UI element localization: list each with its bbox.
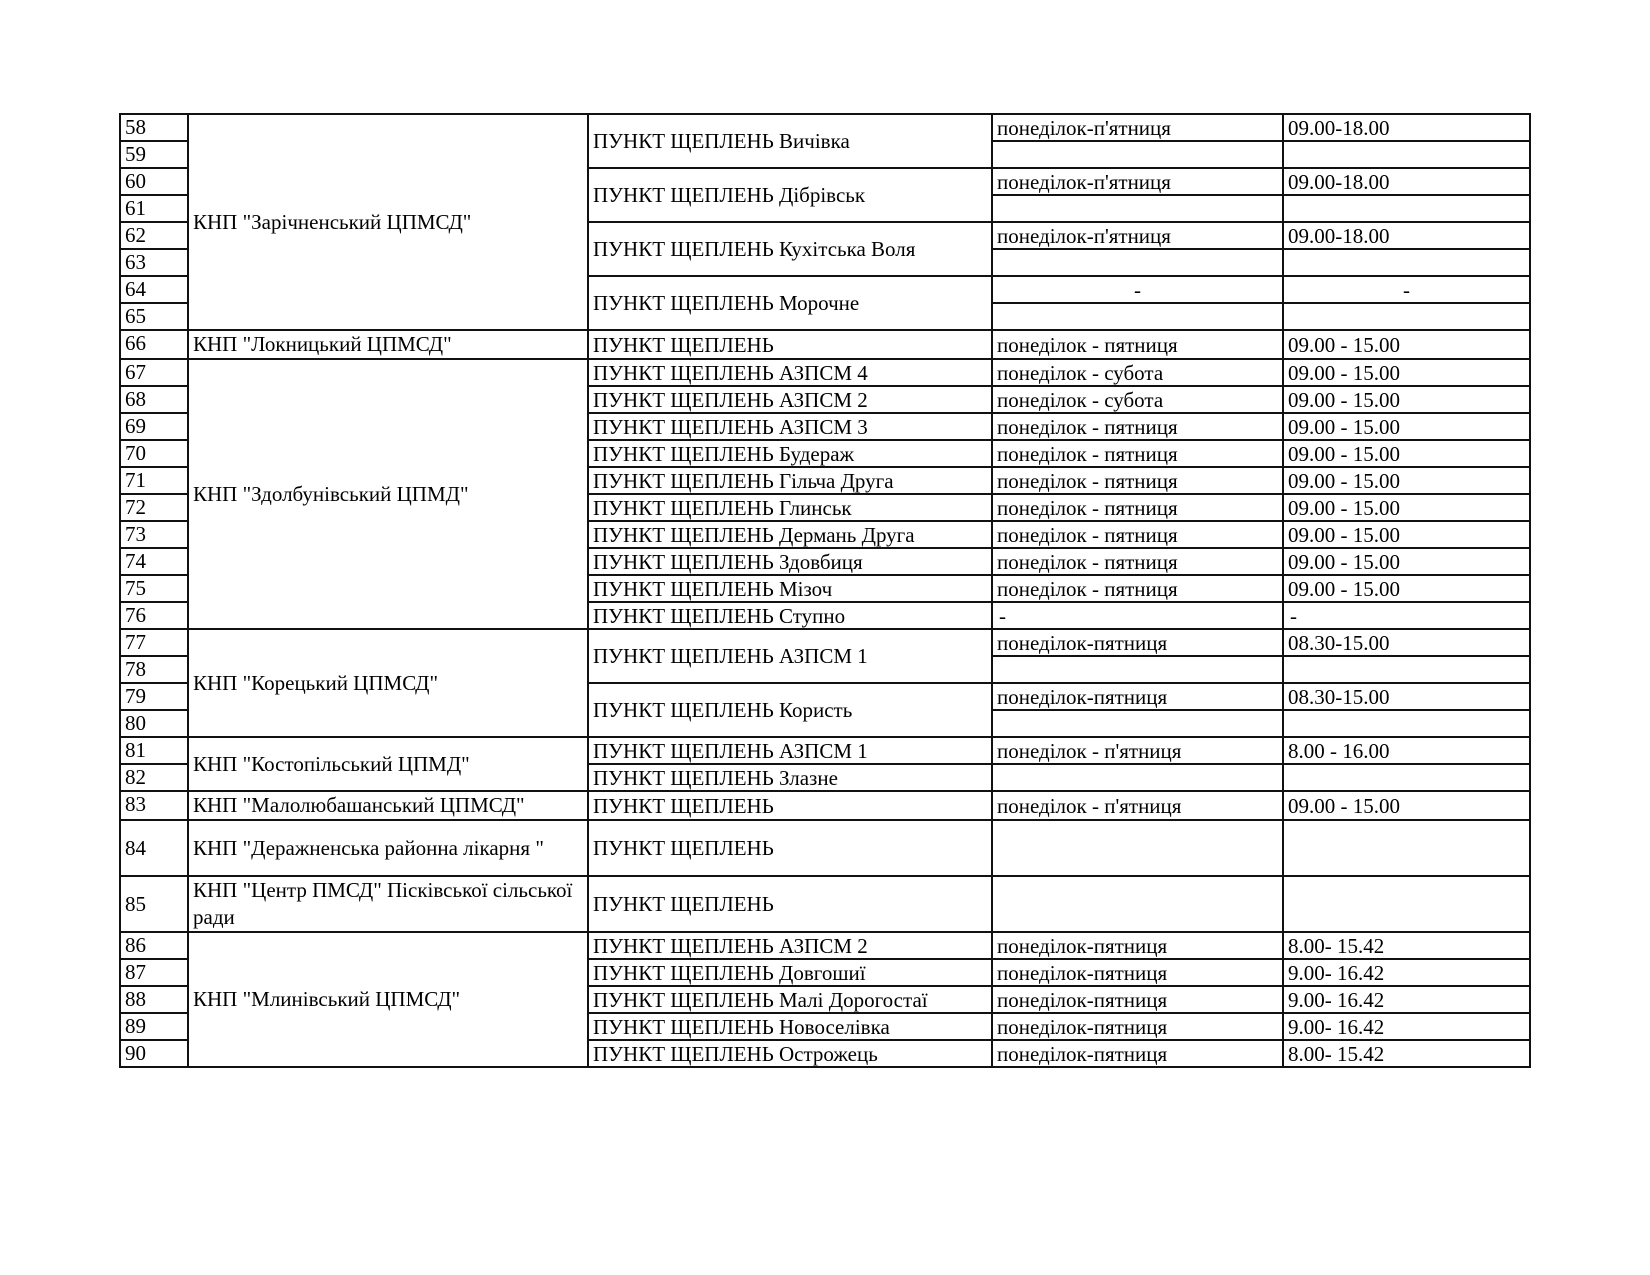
- vaccination-point-cell: ПУНКТ ЩЕПЛЕНЬ Будераж: [588, 440, 992, 467]
- table-body: [120, 114, 1530, 1067]
- row-number-cell: 66: [120, 330, 188, 359]
- row-number-cell: 72: [120, 494, 188, 521]
- vaccination-points-table: [119, 113, 1531, 1068]
- working-hours-cell: [1283, 876, 1530, 932]
- vaccination-point-cell: ПУНКТ ЩЕПЛЕНЬ Новоселівка: [588, 1013, 992, 1040]
- vaccination-point-cell: ПУНКТ ЩЕПЛЕНЬ: [588, 876, 992, 932]
- working-hours-cell: -: [1283, 276, 1530, 303]
- working-hours-cell: 09.00-18.00: [1283, 114, 1530, 141]
- working-days-cell: понеділок-п'ятниця: [992, 114, 1283, 141]
- working-hours-cell: 09.00 - 15.00: [1283, 359, 1530, 386]
- working-days-cell: понеділок - субота: [992, 386, 1283, 413]
- row-number-cell: 81: [120, 737, 188, 764]
- row-number-cell: 58: [120, 114, 188, 141]
- working-hours-cell: 09.00 - 15.00: [1283, 467, 1530, 494]
- working-hours-cell: 09.00 - 15.00: [1283, 791, 1530, 820]
- working-hours-cell: [1283, 764, 1530, 791]
- table-row: [120, 820, 1530, 876]
- row-number-cell: 82: [120, 764, 188, 791]
- working-days-cell: [992, 195, 1283, 222]
- working-hours-cell: [1283, 141, 1530, 168]
- row-number-cell: 61: [120, 195, 188, 222]
- working-hours-cell: 08.30-15.00: [1283, 683, 1530, 710]
- row-number-cell: 76: [120, 602, 188, 629]
- table-row: [120, 330, 1530, 359]
- vaccination-point-cell: ПУНКТ ЩЕПЛЕНЬ Морочне: [588, 276, 992, 330]
- vaccination-point-cell: ПУНКТ ЩЕПЛЕНЬ Здовбиця: [588, 548, 992, 575]
- working-days-cell: понеділок-пятниця: [992, 932, 1283, 959]
- vaccination-point-cell: ПУНКТ ЩЕПЛЕНЬ АЗПСМ 4: [588, 359, 992, 386]
- working-days-cell: [992, 303, 1283, 330]
- row-number-cell: 74: [120, 548, 188, 575]
- working-hours-cell: 09.00 - 15.00: [1283, 494, 1530, 521]
- working-days-cell: [992, 876, 1283, 932]
- table-row: [120, 932, 1530, 959]
- working-days-cell: понеділок - пятниця: [992, 330, 1283, 359]
- working-hours-cell: 09.00 - 15.00: [1283, 548, 1530, 575]
- row-number-cell: 90: [120, 1040, 188, 1067]
- working-hours-cell: 8.00- 15.42: [1283, 932, 1530, 959]
- vaccination-point-cell: ПУНКТ ЩЕПЛЕНЬ АЗПСМ 2: [588, 932, 992, 959]
- working-hours-cell: 09.00-18.00: [1283, 168, 1530, 195]
- working-hours-cell: [1283, 249, 1530, 276]
- row-number-cell: 89: [120, 1013, 188, 1040]
- working-days-cell: понеділок - п'ятниця: [992, 737, 1283, 764]
- working-days-cell: понеділок-п'ятниця: [992, 168, 1283, 195]
- row-number-cell: 80: [120, 710, 188, 737]
- row-number-cell: 85: [120, 876, 188, 932]
- row-number-cell: 73: [120, 521, 188, 548]
- row-number-cell: 59: [120, 141, 188, 168]
- working-hours-cell: [1283, 303, 1530, 330]
- organization-cell: КНП "Здолбунівський ЦПМД": [188, 359, 588, 629]
- working-hours-cell: 8.00- 15.42: [1283, 1040, 1530, 1067]
- vaccination-point-cell: ПУНКТ ЩЕПЛЕНЬ Гільча Друга: [588, 467, 992, 494]
- working-days-cell: понеділок-п'ятниця: [992, 222, 1283, 249]
- working-days-cell: понеділок-пятниця: [992, 1040, 1283, 1067]
- working-hours-cell: [1283, 656, 1530, 683]
- row-number-cell: 86: [120, 932, 188, 959]
- organization-cell: КНП "Локницький ЦПМСД": [188, 330, 588, 359]
- working-days-cell: понеділок - пятниця: [992, 548, 1283, 575]
- organization-cell: КНП "Центр ПМСД" Пісківської сільської ради: [188, 876, 588, 932]
- table-row: [120, 114, 1530, 141]
- organization-cell: КНП "Зарічненський ЦПМСД": [188, 114, 588, 330]
- vaccination-point-cell: ПУНКТ ЩЕПЛЕНЬ Дібрівськ: [588, 168, 992, 222]
- row-number-cell: 75: [120, 575, 188, 602]
- working-hours-cell: [1283, 710, 1530, 737]
- working-days-cell: понеділок - пятниця: [992, 575, 1283, 602]
- working-days-cell: понеділок - пятниця: [992, 467, 1283, 494]
- working-days-cell: [992, 249, 1283, 276]
- vaccination-point-cell: ПУНКТ ЩЕПЛЕНЬ Дермань Друга: [588, 521, 992, 548]
- vaccination-point-cell: ПУНКТ ЩЕПЛЕНЬ АЗПСМ 3: [588, 413, 992, 440]
- vaccination-point-cell: ПУНКТ ЩЕПЛЕНЬ АЗПСМ 1: [588, 629, 992, 683]
- vaccination-point-cell: ПУНКТ ЩЕПЛЕНЬ АЗПСМ 2: [588, 386, 992, 413]
- row-number-cell: 70: [120, 440, 188, 467]
- working-days-cell: понеділок - пятниця: [992, 413, 1283, 440]
- working-days-cell: понеділок - субота: [992, 359, 1283, 386]
- working-days-cell: понеділок-пятниця: [992, 1013, 1283, 1040]
- working-days-cell: [992, 141, 1283, 168]
- working-hours-cell: 08.30-15.00: [1283, 629, 1530, 656]
- working-days-cell: понеділок - п'ятниця: [992, 791, 1283, 820]
- vaccination-point-cell: ПУНКТ ЩЕПЛЕНЬ Малі Дорогостаї: [588, 986, 992, 1013]
- vaccination-point-cell: ПУНКТ ЩЕПЛЕНЬ Користь: [588, 683, 992, 737]
- vaccination-point-cell: ПУНКТ ЩЕПЛЕНЬ Злазне: [588, 764, 992, 791]
- working-days-cell: понеділок - пятниця: [992, 521, 1283, 548]
- working-hours-cell: 9.00- 16.42: [1283, 986, 1530, 1013]
- organization-cell: КНП "Млинівський ЦПМСД": [188, 932, 588, 1067]
- vaccination-point-cell: ПУНКТ ЩЕПЛЕНЬ Острожець: [588, 1040, 992, 1067]
- row-number-cell: 64: [120, 276, 188, 303]
- vaccination-point-cell: ПУНКТ ЩЕПЛЕНЬ Мізоч: [588, 575, 992, 602]
- working-days-cell: [992, 710, 1283, 737]
- working-days-cell: понеділок-пятниця: [992, 986, 1283, 1013]
- working-days-cell: [992, 820, 1283, 876]
- vaccination-point-cell: ПУНКТ ЩЕПЛЕНЬ АЗПСМ 1: [588, 737, 992, 764]
- working-hours-cell: [1283, 820, 1530, 876]
- working-hours-cell: 09.00 - 15.00: [1283, 521, 1530, 548]
- row-number-cell: 83: [120, 791, 188, 820]
- table-row: [120, 629, 1530, 656]
- vaccination-point-cell: ПУНКТ ЩЕПЛЕНЬ: [588, 820, 992, 876]
- working-days-cell: понеділок-пятниця: [992, 959, 1283, 986]
- organization-cell: КНП "Костопільський ЦПМД": [188, 737, 588, 791]
- vaccination-point-cell: ПУНКТ ЩЕПЛЕНЬ Глинськ: [588, 494, 992, 521]
- working-hours-cell: 09.00 - 15.00: [1283, 575, 1530, 602]
- vaccination-point-cell: ПУНКТ ЩЕПЛЕНЬ Довгошиї: [588, 959, 992, 986]
- row-number-cell: 79: [120, 683, 188, 710]
- working-hours-cell: 8.00 - 16.00: [1283, 737, 1530, 764]
- working-hours-cell: 09.00 - 15.00: [1283, 386, 1530, 413]
- row-number-cell: 63: [120, 249, 188, 276]
- row-number-cell: 88: [120, 986, 188, 1013]
- row-number-cell: 65: [120, 303, 188, 330]
- organization-cell: КНП "Корецький ЦПМСД": [188, 629, 588, 737]
- row-number-cell: 87: [120, 959, 188, 986]
- working-days-cell: понеділок-пятниця: [992, 629, 1283, 656]
- working-days-cell: [992, 764, 1283, 791]
- vaccination-point-cell: ПУНКТ ЩЕПЛЕНЬ Вичівка: [588, 114, 992, 168]
- row-number-cell: 60: [120, 168, 188, 195]
- table-row: [120, 359, 1530, 386]
- table-row: [120, 791, 1530, 820]
- table-row: [120, 737, 1530, 764]
- table-row: [120, 876, 1530, 932]
- working-hours-cell: -: [1283, 602, 1530, 629]
- vaccination-point-cell: ПУНКТ ЩЕПЛЕНЬ: [588, 791, 992, 820]
- working-days-cell: -: [992, 602, 1283, 629]
- vaccination-point-cell: ПУНКТ ЩЕПЛЕНЬ: [588, 330, 992, 359]
- row-number-cell: 71: [120, 467, 188, 494]
- row-number-cell: 69: [120, 413, 188, 440]
- organization-cell: КНП "Малолюбашанський ЦПМСД": [188, 791, 588, 820]
- working-hours-cell: 9.00- 16.42: [1283, 959, 1530, 986]
- working-hours-cell: 9.00- 16.42: [1283, 1013, 1530, 1040]
- row-number-cell: 68: [120, 386, 188, 413]
- working-hours-cell: 09.00 - 15.00: [1283, 440, 1530, 467]
- working-days-cell: [992, 656, 1283, 683]
- vaccination-point-cell: ПУНКТ ЩЕПЛЕНЬ Кухітська Воля: [588, 222, 992, 276]
- row-number-cell: 84: [120, 820, 188, 876]
- working-hours-cell: [1283, 195, 1530, 222]
- row-number-cell: 62: [120, 222, 188, 249]
- row-number-cell: 77: [120, 629, 188, 656]
- row-number-cell: 67: [120, 359, 188, 386]
- working-hours-cell: 09.00 - 15.00: [1283, 330, 1530, 359]
- organization-cell: КНП "Деражненська районна лікарня ": [188, 820, 588, 876]
- vaccination-point-cell: ПУНКТ ЩЕПЛЕНЬ Ступно: [588, 602, 992, 629]
- working-days-cell: понеділок - пятниця: [992, 494, 1283, 521]
- working-hours-cell: 09.00-18.00: [1283, 222, 1530, 249]
- working-hours-cell: 09.00 - 15.00: [1283, 413, 1530, 440]
- row-number-cell: 78: [120, 656, 188, 683]
- working-days-cell: понеділок-пятниця: [992, 683, 1283, 710]
- working-days-cell: -: [992, 276, 1283, 303]
- working-days-cell: понеділок - пятниця: [992, 440, 1283, 467]
